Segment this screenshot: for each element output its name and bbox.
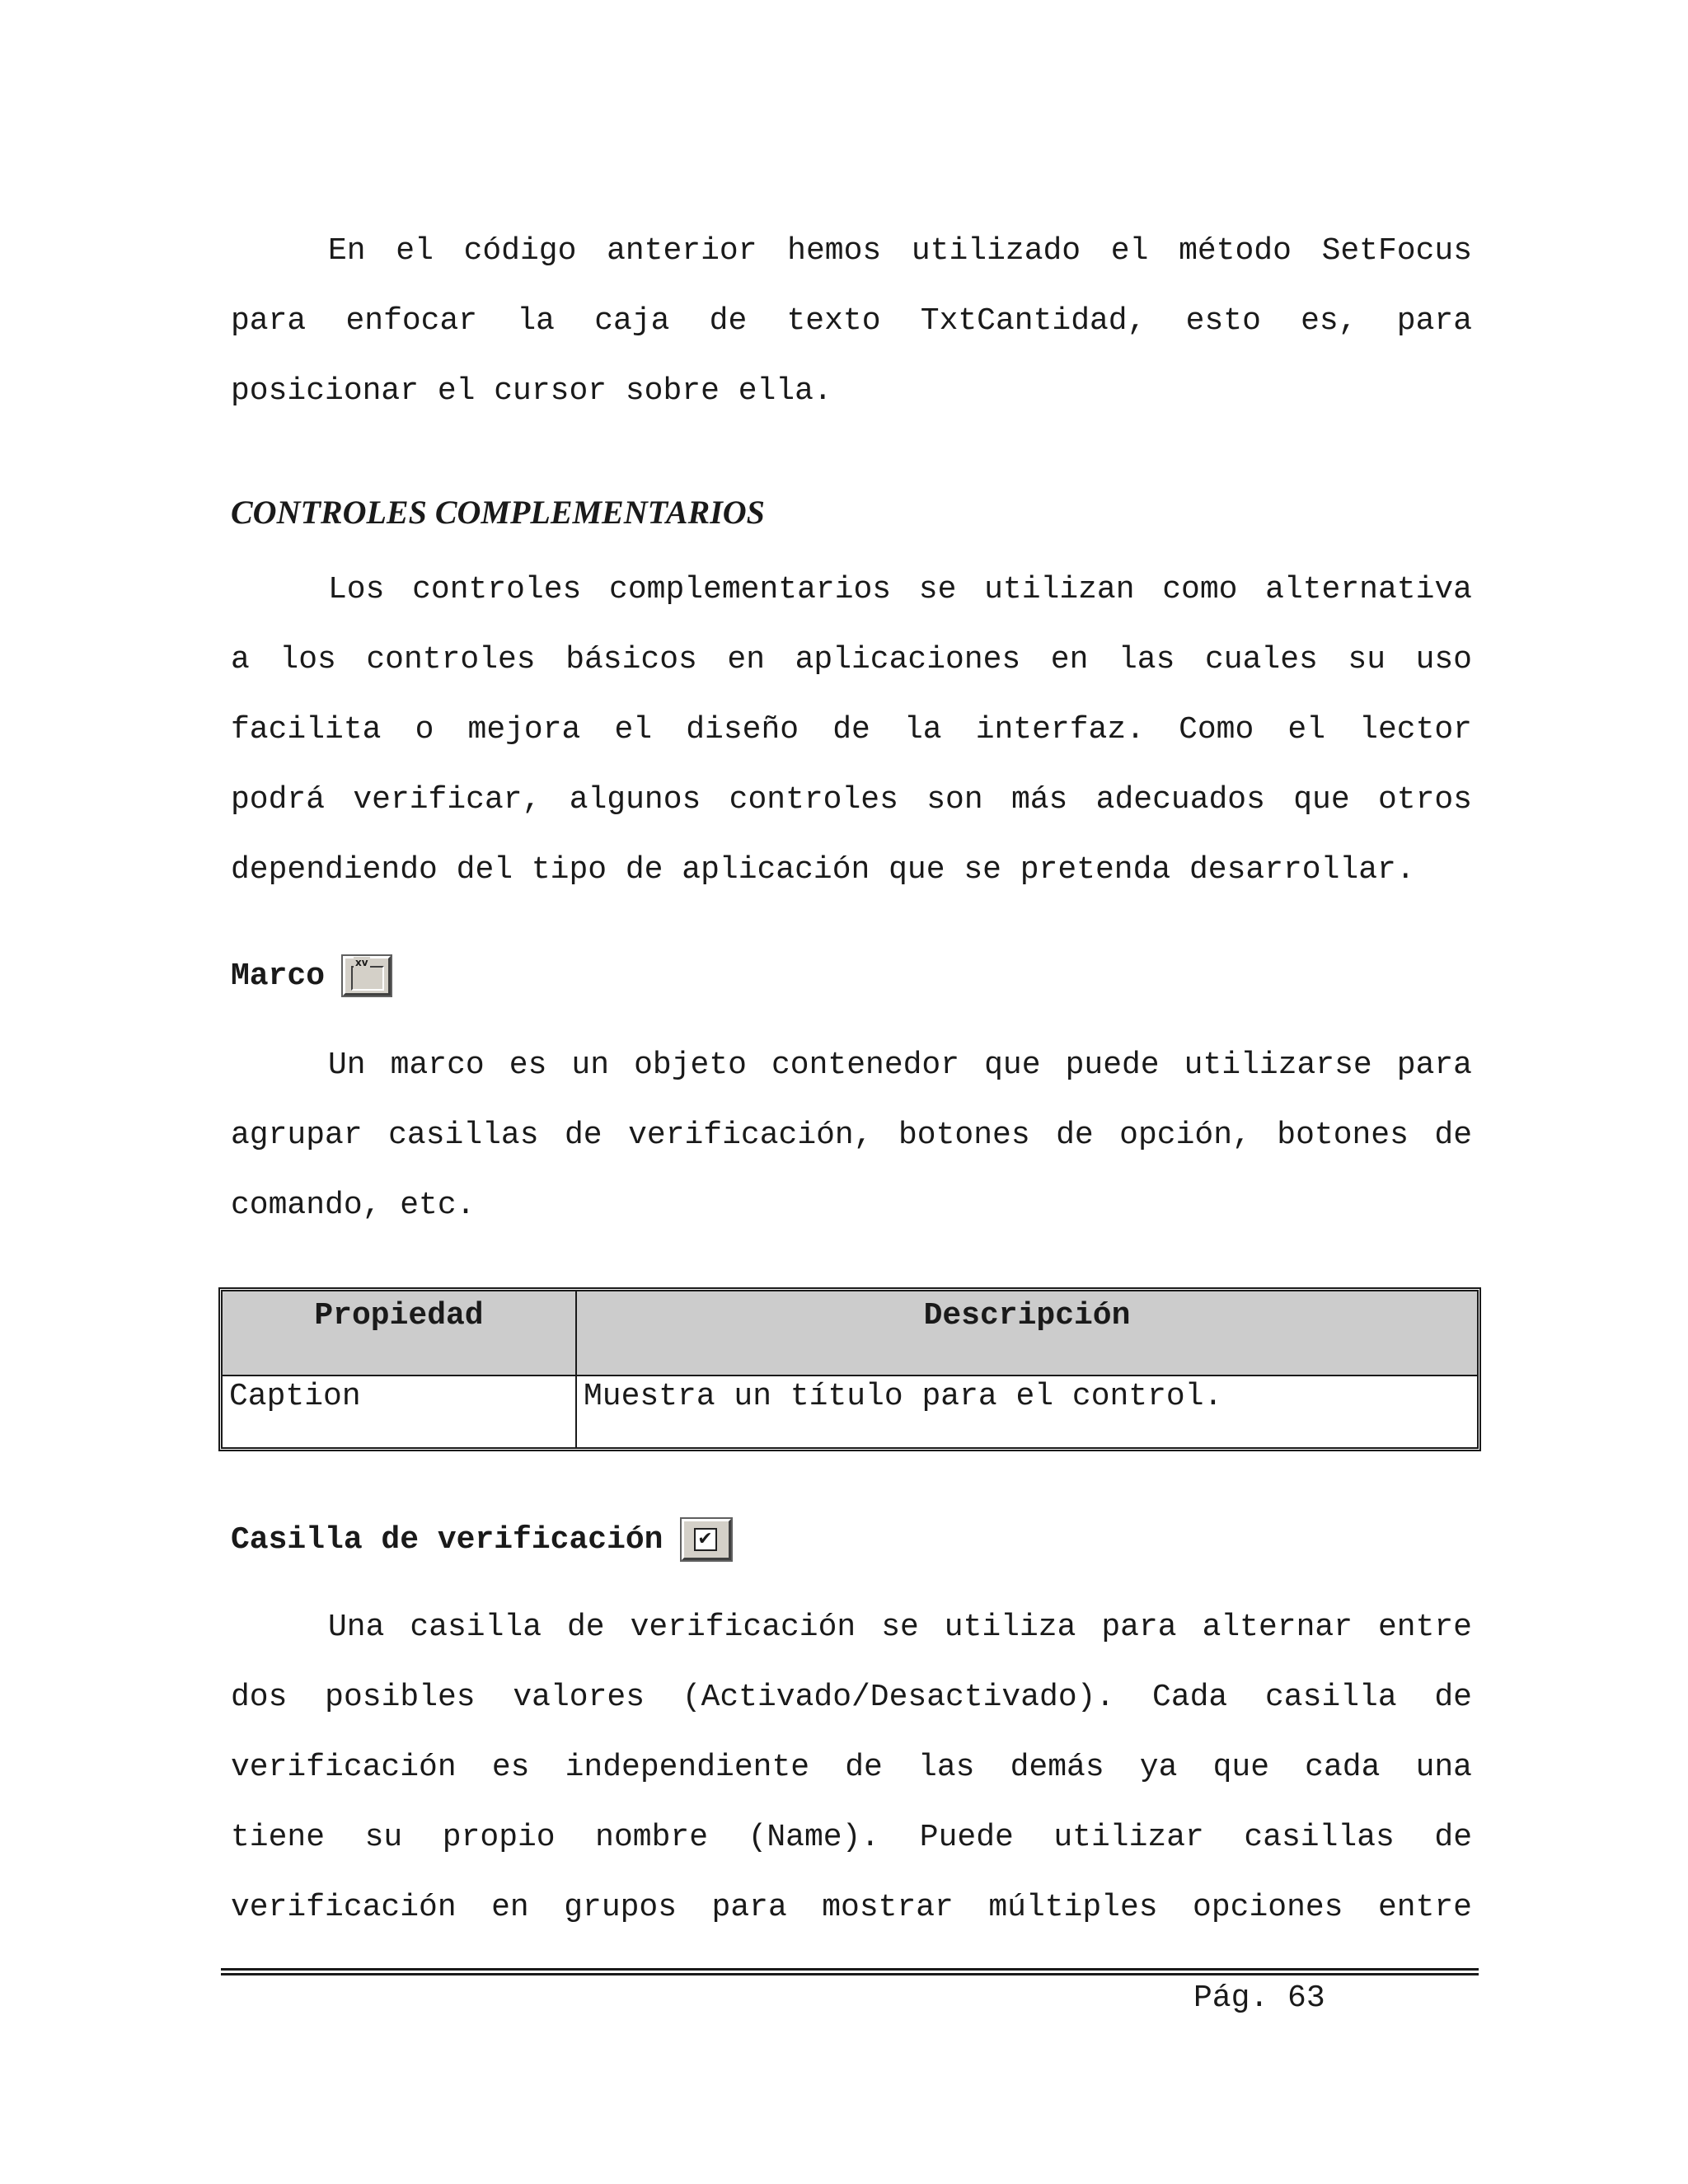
- marco-heading-label: Marco: [231, 958, 326, 994]
- section-line-5: dependiendo del tipo de aplicación que se pretenda desarrollar.: [231, 852, 1415, 888]
- page-number: Pág. 63: [1193, 1980, 1325, 2016]
- marco-paragraph: [231, 1030, 1472, 1240]
- casilla-line-1: Una casilla de verificación se utiliza para alternar entre: [328, 1610, 1472, 1645]
- marco-heading: [231, 956, 391, 996]
- casilla-line-2: dos posibles valores (Activado/Desactivado). Cada casilla de: [231, 1680, 1472, 1715]
- section-line-1: Los controles complementarios se utilizan como alternativa: [328, 572, 1472, 607]
- casilla-heading-label: Casilla de verificación: [231, 1521, 663, 1558]
- intro-line-3: posicionar el cursor sobre ella.: [231, 373, 832, 409]
- section-title: CONTROLES COMPLEMENTARIOS: [231, 494, 765, 531]
- table-header-propiedad: Propiedad: [223, 1291, 577, 1376]
- frame-icon-inner: [351, 966, 384, 991]
- section-line-2: a los controles básicos en aplicaciones en las cuales su uso: [231, 642, 1472, 677]
- table-header-descripcion: Descripción: [577, 1291, 1477, 1376]
- frame-icon: [343, 956, 391, 996]
- checkbox-mark-icon: ✔: [694, 1528, 717, 1551]
- section-line-3: facilita o mejora el diseño de la interfaz. Como el lector: [231, 712, 1472, 748]
- marco-line-2: agrupar casillas de verificación, botones de opción, botones de: [231, 1118, 1472, 1153]
- table-row: [223, 1376, 1477, 1447]
- section-line-4: podrá verificar, algunos controles son más adecuados que otros: [231, 782, 1472, 818]
- frame-icon-label: xv: [355, 957, 368, 968]
- table-cell-description: Muestra un título para el control.: [584, 1379, 1223, 1414]
- checkbox-icon: [682, 1519, 731, 1560]
- section-paragraph: [231, 555, 1472, 905]
- intro-paragraph: [231, 216, 1472, 426]
- intro-line-2: para enfocar la caja de texto TxtCantidad, esto es, para: [231, 303, 1472, 339]
- casilla-heading: [231, 1519, 731, 1560]
- table-header-row: [223, 1291, 1477, 1376]
- properties-table: [218, 1287, 1481, 1451]
- casilla-line-3: verificación es independiente de las demás ya que cada una: [231, 1750, 1472, 1785]
- table-cell-property: Caption: [223, 1376, 577, 1447]
- marco-line-1: Un marco es un objeto contenedor que puede utilizarse para: [328, 1047, 1472, 1083]
- casilla-paragraph: [231, 1592, 1472, 1943]
- casilla-line-4: tiene su propio nombre (Name). Puede utilizar casillas de: [231, 1820, 1472, 1855]
- casilla-line-5: verificación en grupos para mostrar múltiples opciones entre: [231, 1890, 1472, 1925]
- intro-line-1: En el código anterior hemos utilizado el método SetFocus: [328, 233, 1472, 269]
- marco-line-3: comando, etc.: [231, 1188, 476, 1223]
- footer-rule: [221, 1968, 1479, 1975]
